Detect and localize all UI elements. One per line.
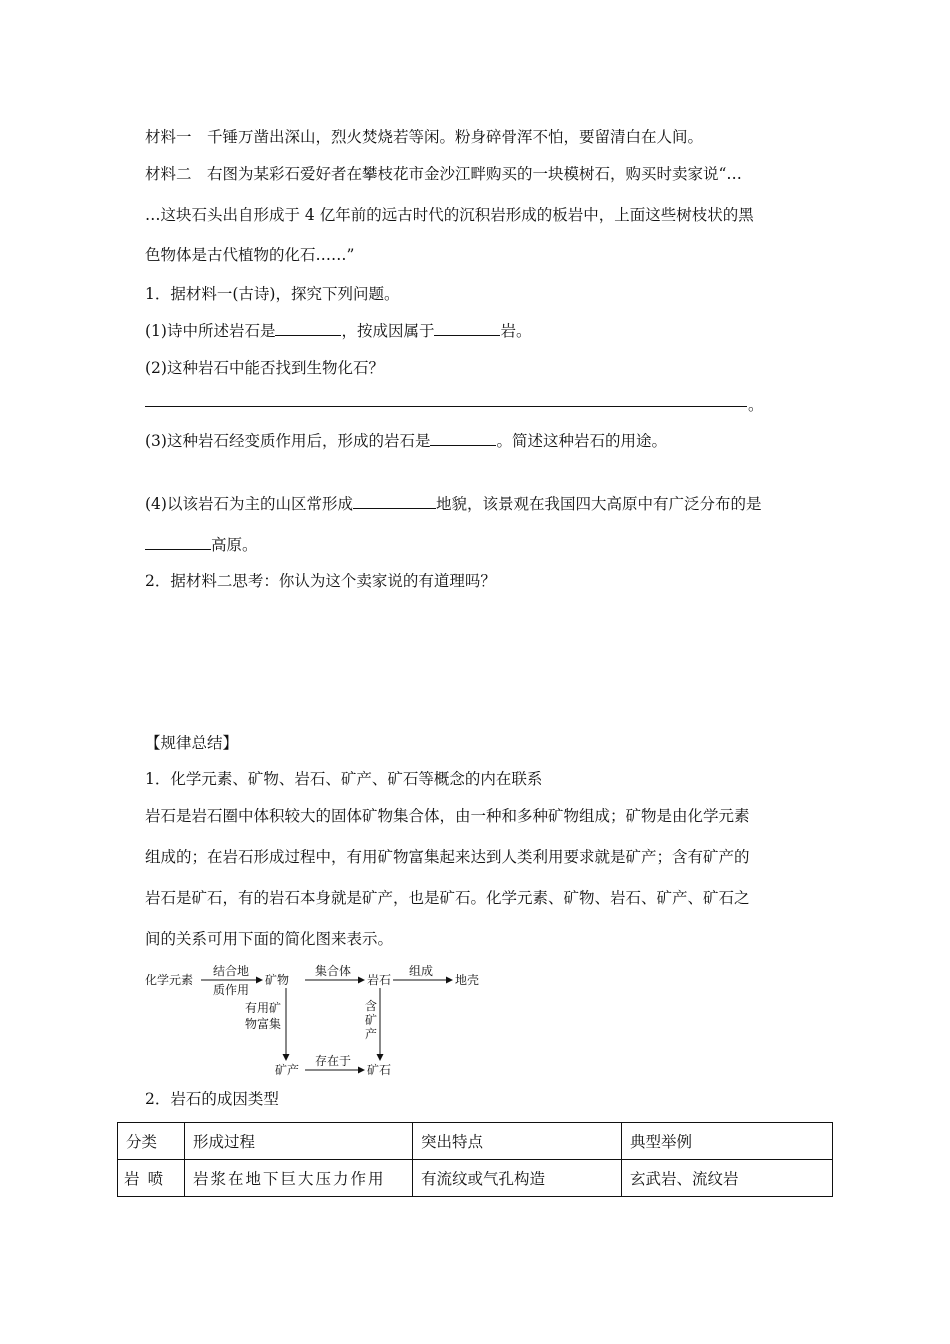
node-mineral: 矿物 [265,973,290,987]
q1-4-text-b: 地貌，该景观在我国四大高原中有广泛分布的是 [435,495,762,513]
summary-item-1: 1．化学元素、矿物、岩石、矿产、矿石等概念的内在联系 [145,770,543,788]
material-2-line-1: 材料二 右图为某彩石爱好者在攀枝花市金沙江畔购买的一块模树石，购买时卖家说“… [145,165,742,183]
material-2-line-3: 色物体是古代植物的化石……” [145,246,355,264]
table-header-cell: 形成过程 [185,1123,413,1160]
question-1: 1．据材料一(古诗)，探究下列问题。 [145,285,400,303]
answer-blank[interactable] [145,534,211,550]
table-header-cell: 典型举例 [622,1123,833,1160]
question-1-4-cont [145,534,258,556]
table-cell: 喷 [144,1160,185,1197]
table-cell: 玄武岩、流纹岩 [622,1160,833,1197]
edge-label-contain-a: 含 [365,999,378,1013]
material-2-line-2: …这块石头出自形成于 4 亿年前的远古时代的沉积岩形成的板岩中，上面这些树枝状的黑 [145,206,754,224]
q1-3-text-b: 。简述这种岩石的用途。 [496,432,667,450]
table-header-cell: 突出特点 [413,1123,622,1160]
question-1-4 [145,493,761,515]
summary-para-line-3: 岩石是矿石，有的岩石本身就是矿产，也是矿石。化学元素、矿物、岩石、矿产、矿石之 [145,889,750,907]
q1-4-text-a: (4)以该岩石为主的山区常形成 [145,495,353,513]
edge-label-enrich-b: 物富集 [245,1017,282,1031]
table-header-row [118,1123,833,1160]
q1-4-text-c: 高原。 [211,536,258,554]
edge-label-geologic-a: 结合地 [213,964,250,978]
question-2: 2．据材料二思考：你认为这个卖家说的有道理吗？ [145,572,496,590]
answer-line-period: 。 [748,396,764,414]
edge-label-contain-b: 矿 [365,1013,378,1027]
question-1-1 [145,320,532,342]
node-mineral-deposit: 矿产 [275,1063,300,1077]
answer-blank[interactable] [430,430,496,446]
node-crust: 地壳 [455,973,480,987]
concept-relation-diagram [145,962,490,1082]
summary-para-line-4: 间的关系可用下面的简化图来表示。 [145,930,394,948]
summary-heading: 【规律总结】 [145,734,239,752]
table-row [118,1160,833,1197]
material-1: 材料一 千锤万凿出深山，烈火焚烧若等闲。粉身碎骨浑不怕，要留清白在人间。 [145,128,704,146]
node-chemical-elements: 化学元素 [145,973,194,987]
rock-origin-table [117,1122,833,1197]
question-1-3 [145,430,667,452]
question-1-2: (2)这种岩石中能否找到生物化石？ [145,359,384,377]
q1-1-text-c: 岩。 [500,322,532,340]
edge-label-exist-in: 存在于 [315,1054,352,1068]
summary-para-line-1: 岩石是岩石圈中体积较大的固体矿物集合体，由一种和多种矿物组成；矿物是由化学元素 [145,807,750,825]
edge-label-contain-c: 产 [365,1027,378,1041]
edge-label-enrich-a: 有用矿 [245,1001,282,1015]
table-cell: 岩浆在地下巨大压力作用 [185,1160,413,1197]
q1-1-text-a: (1)诗中所述岩石是 [145,322,276,340]
table-cell: 有流纹或气孔构造 [413,1160,622,1197]
answer-blank[interactable] [275,320,341,336]
edge-label-aggregate: 集合体 [315,964,352,978]
table-header-cell: 分类 [118,1123,185,1160]
node-rock: 岩石 [367,973,392,987]
node-ore: 矿石 [367,1063,392,1077]
answer-blank[interactable] [434,320,500,336]
q1-1-text-b: ，按成因属于 [341,322,435,340]
edge-label-geologic-b: 质作用 [213,983,250,997]
summary-para-line-2: 组成的；在岩石形成过程中，有用矿物富集起来达到人类利用要求就是矿产；含有矿产的 [145,848,750,866]
answer-blank[interactable] [353,493,436,509]
table-cell: 岩 [118,1160,144,1197]
summary-item-2: 2．岩石的成因类型 [145,1090,279,1108]
q1-3-text-a: (3)这种岩石经变质作用后，形成的岩石是 [145,432,431,450]
edge-label-compose: 组成 [409,964,434,978]
answer-line[interactable] [145,406,747,407]
